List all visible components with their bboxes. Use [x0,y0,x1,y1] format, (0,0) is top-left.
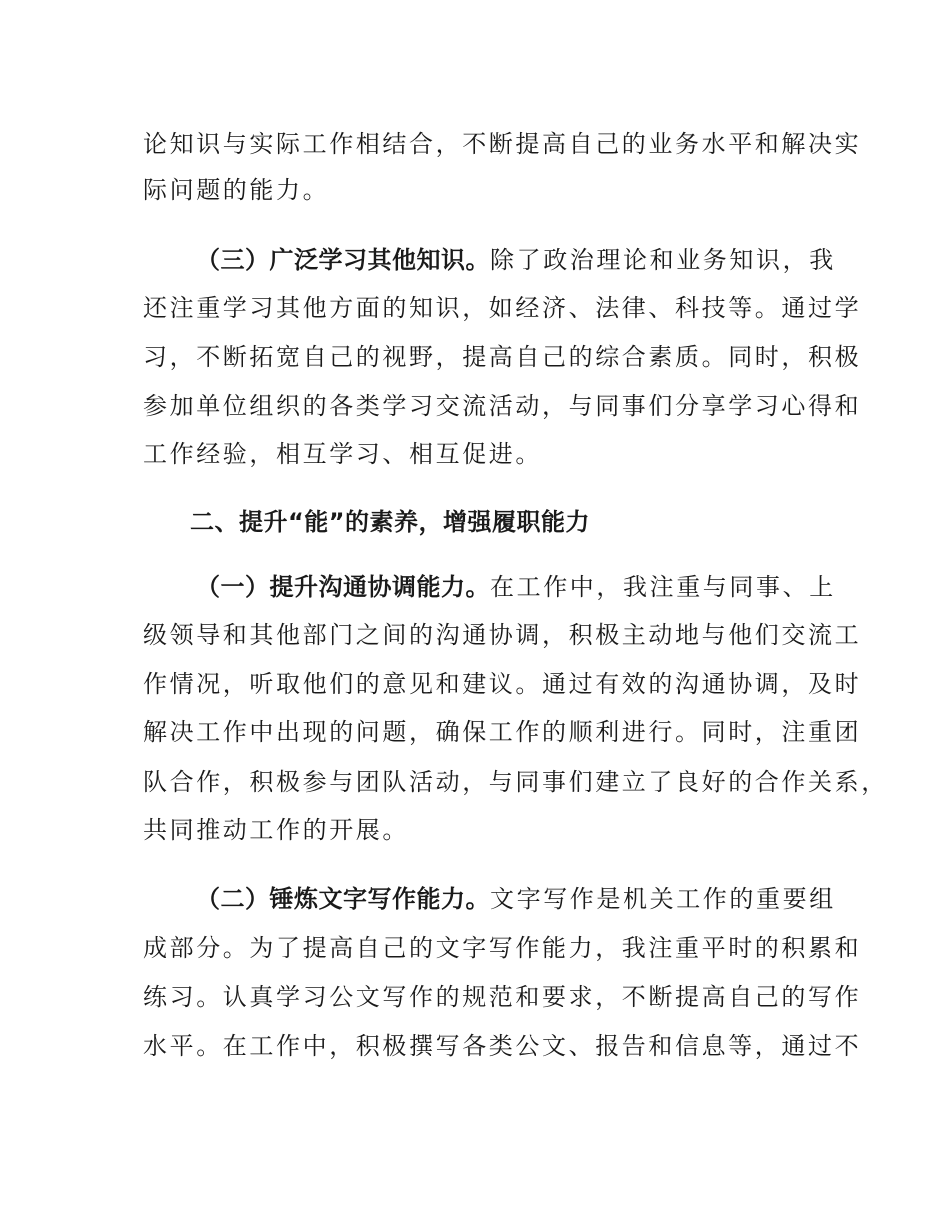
paragraph-first-line [196,879,836,919]
text-line: 参加单位组织的各类学习交流活动，与同事们分享学习心得和 [143,392,862,420]
section-heading: 二、提升“能”的素养，增强履职能力 [190,508,591,536]
text-line: 还注重学习其他方面的知识，如经济、法律、科技等。通过学 [143,294,862,322]
text-line: 水平。在工作中，积极撰写各类公文、报告和信息等，通过不 [143,1032,862,1060]
paragraph-first-line [196,240,836,280]
text-run: 文字写作是机关工作的重要组 [490,885,836,913]
paragraph-lead-bold: （二）锤炼文字写作能力。 [196,885,490,913]
text-line: 解决工作中出现的问题，确保工作的顺利进行。同时，注重团 [143,718,862,746]
paragraph-lead-bold: （三）广泛学习其他知识。 [196,246,490,274]
text-line: 共同推动工作的开展。 [143,816,409,844]
text-line: 队合作，积极参与团队活动，与同事们建立了良好的合作关系， [143,768,888,796]
text-line: 际问题的能力。 [143,176,330,204]
text-run: 在工作中，我注重与同事、上 [490,573,836,601]
text-run: 除了政治理论和业务知识，我 [490,246,836,274]
text-line: 成部分。为了提高自己的文字写作能力，我注重平时的积累和 [143,934,862,962]
text-line: 作情况，听取他们的意见和建议。通过有效的沟通协调，及时 [143,670,862,698]
paragraph-lead-bold: （一）提升沟通协调能力。 [196,573,490,601]
text-line: 论知识与实际工作相结合，不断提高自己的业务水平和解决实 [143,130,862,158]
text-line: 习，不断拓宽自己的视野，提高自己的综合素质。同时，积极 [143,343,862,371]
text-line: 工作经验，相互学习、相互促进。 [143,440,542,468]
text-line: 练习。认真学习公文写作的规范和要求，不断提高自己的写作 [143,983,862,1011]
paragraph-first-line [196,567,836,607]
text-line: 级领导和其他部门之间的沟通协调，积极主动地与他们交流工 [143,621,862,649]
